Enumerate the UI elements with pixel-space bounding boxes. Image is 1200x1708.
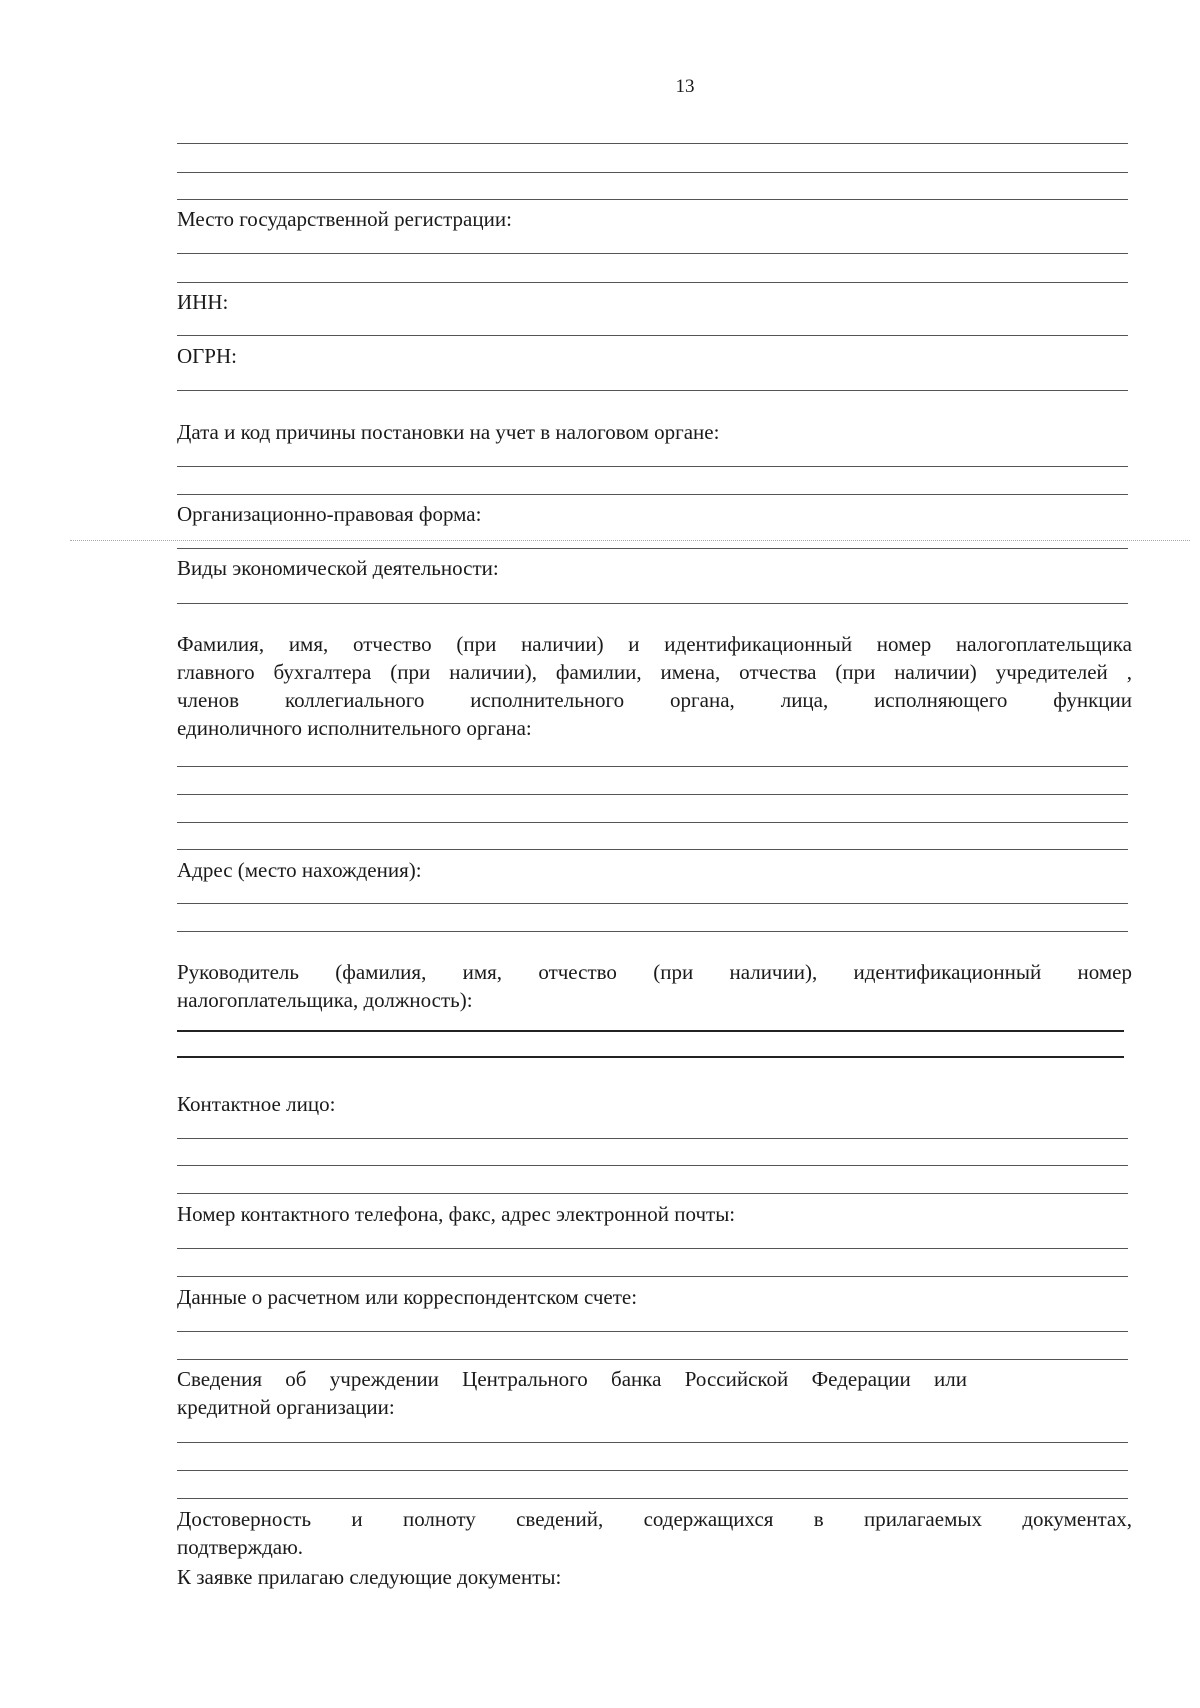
persons-line: единоличного исполнительного органа: [177,716,532,740]
contact-person-label: Контактное лицо: [177,1092,336,1116]
blank-line [177,253,1128,254]
blank-line [177,1138,1128,1139]
blank-line [177,548,1128,549]
scan-artifact [70,540,1190,541]
account-label: Данные о расчетном или корреспондентском счете: [177,1285,638,1309]
legal-form-label: Организационно-правовая форма: [177,502,482,526]
blank-line [177,931,1128,932]
bank-line: Сведения об учреждении Центрального банка Российской Федерации или [177,1367,967,1391]
blank-line [177,1193,1128,1194]
ogrn-label: ОГРН: [177,344,237,368]
blank-line [177,335,1128,336]
persons-line: Фамилия, имя, отчество (при наличии) и идентификационный номер налогоплательщика [177,632,1132,656]
blank-line [177,766,1128,767]
confirmation-line: Достоверность и полноту сведений, содержащихся в прилагаемых документах, [177,1507,1132,1531]
activities-label: Виды экономической деятельности: [177,556,499,580]
blank-line [177,143,1128,144]
blank-line [177,603,1128,604]
confirmation-paragraph [177,1505,1132,1561]
blank-line [177,199,1128,200]
blank-line [177,903,1128,904]
inn-label: ИНН: [177,290,229,314]
attachments-label: К заявке прилагаю следующие документы: [177,1565,562,1589]
blank-line [177,822,1128,823]
page-number: 13 [675,76,695,97]
head-line: налогоплательщика, должность): [177,988,473,1012]
address-label: Адрес (место нахождения): [177,858,422,882]
blank-line [177,390,1128,391]
persons-line: главного бухгалтера (при наличии), фамилии, имена, отчества (при наличии) учредителей , [177,660,1132,684]
blank-line [177,1442,1128,1443]
blank-line [177,1359,1128,1360]
blank-line [177,1030,1124,1032]
blank-line [177,466,1128,467]
contacts-label: Номер контактного телефона, факс, адрес электронной почты: [177,1202,736,1226]
blank-line [177,1498,1128,1499]
confirmation-line: подтверждаю. [177,1535,304,1559]
blank-line [177,1056,1124,1058]
blank-line [177,1248,1128,1249]
blank-line [177,282,1128,283]
blank-line [177,1331,1128,1332]
bank-paragraph [177,1365,967,1421]
persons-line: членов коллегиального исполнительного органа, лица, исполняющего функции [177,688,1132,712]
tax-registration-label: Дата и код причины постановки на учет в налоговом органе: [177,420,720,444]
blank-line [177,494,1128,495]
blank-line [177,794,1128,795]
head-line: Руководитель (фамилия, имя, отчество (при наличии), идентификационный номер [177,960,1132,984]
blank-line [177,172,1128,173]
persons-paragraph [177,630,1132,742]
head-paragraph [177,958,1132,1014]
blank-line [177,1276,1128,1277]
bank-line: кредитной организации: [177,1395,395,1419]
place-of-registration-label: Место государственной регистрации: [177,207,512,231]
blank-line [177,1470,1128,1471]
blank-line [177,849,1128,850]
blank-line [177,1165,1128,1166]
